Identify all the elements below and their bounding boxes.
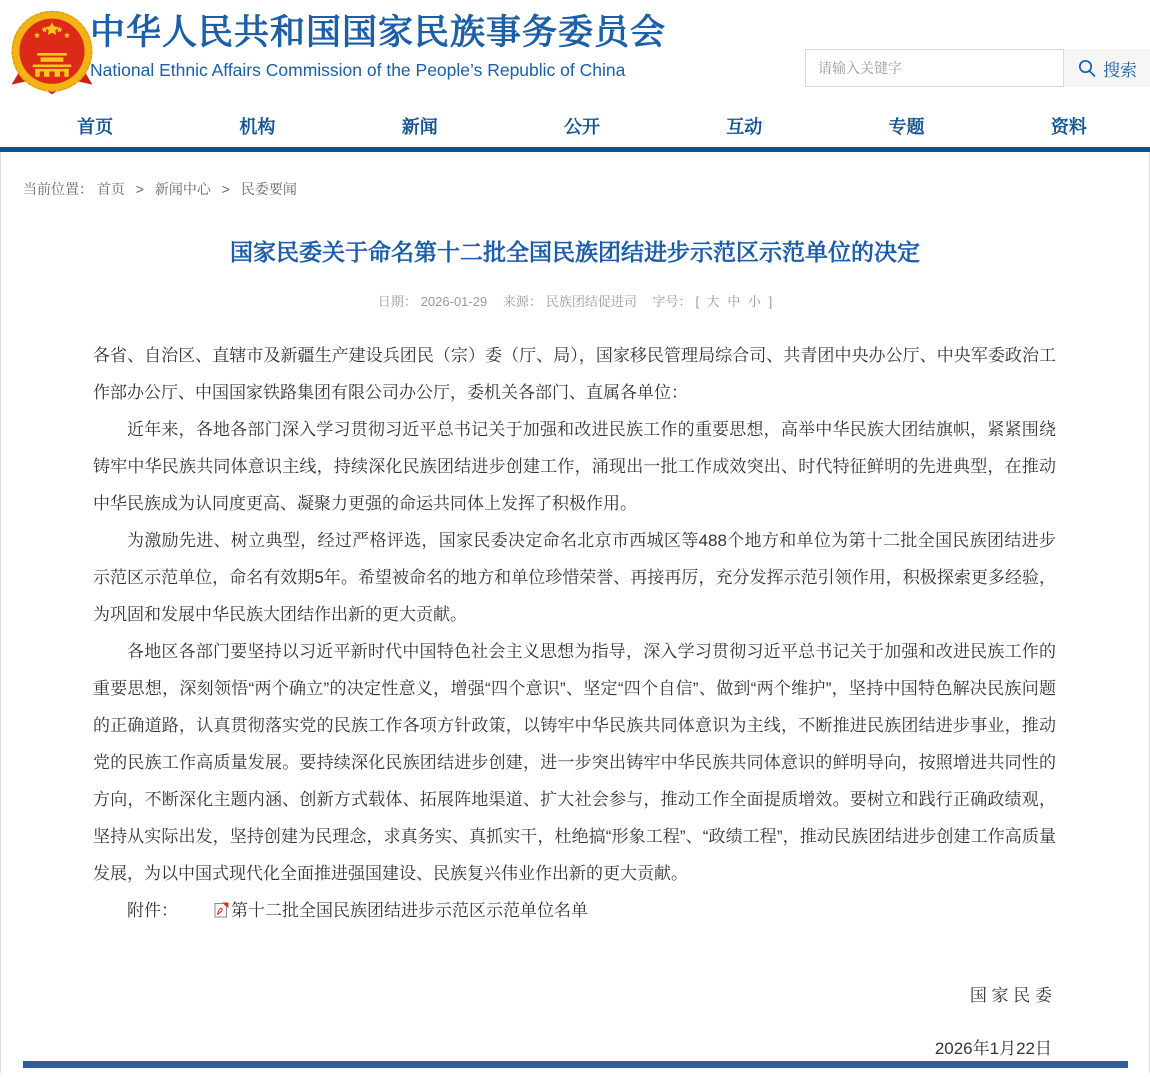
article-meta (1, 291, 1149, 310)
breadcrumb-label: 当前位置： (23, 181, 93, 197)
paragraph-addressees: 各省、自治区、直辖市及新疆生产建设兵团民（宗）委（厅、局），国家移民管理局综合司、共青团中央办公厅、中央军委政治工作部办公厅、中国国家铁路集团有限公司办公厅，委机关各部门、直属各单位： (93, 346, 1056, 402)
font-size-large-button[interactable]: 大 (706, 294, 720, 309)
paragraph-requirements: 各地区各部门要坚持以习近平新时代中国特色社会主义思想为指导，深入学习贯彻习近平总书记关于加强和改进民族工作的重要思想，深刻领悟“两个确立”的决定性意义，增强“四个意识”、坚定“四个自信”、做到“两个维护”，坚持中国特色解决民族问题的正确道路，认真贯彻落实党的民族工作各项方针政策，以铸牢中华民族共同体意识为主线，不断推进民族团结进步事业，推动党的民族工作高质量发展。要持续深化民族团结进步创建，进一步突出铸牢中华民族共同体意识的鲜明导向，按照增进共同性的方向，不断深化主题内涵、创新方式载体、拓展阵地渠道、扩大社会参与，推动工作全面提质增效。要树立和践行正确政绩观，坚持从实际出发，坚持创建为民理念，求真务实、真抓实干，杜绝搞“形象工程”、“政绩工程”，推动民族团结进步创建工作高质量发展，为以中国式现代化全面推进强国建设、民族复兴伟业作出新的更大贡献。 (93, 642, 1056, 883)
article-title: 国家民委关于命名第十二批全国民族团结进步示范区示范单位的决定 (230, 239, 920, 265)
signature-block (93, 984, 1056, 1061)
main-nav (0, 105, 1150, 152)
breadcrumb-separator: > (221, 181, 230, 197)
pdf-file-icon (180, 894, 229, 931)
meta-date-value: 2026-01-29 (420, 294, 488, 309)
search-bar (805, 49, 1150, 87)
search-input[interactable] (805, 49, 1064, 87)
article-body (93, 337, 1056, 1061)
meta-source-label: 来源： (502, 294, 542, 309)
signature-date: 2026年1月22日 (934, 1039, 1052, 1058)
search-button-label: 搜索 (1103, 60, 1137, 80)
national-emblem-logo[interactable] (8, 6, 96, 100)
meta-bracket-right: ] (768, 294, 773, 309)
site-title-en: National Ethnic Affairs Commission of the People’s Republic of China (90, 60, 626, 80)
paragraph-decision: 为激励先进、树立典型，经过严格评选，国家民委决定命名北京市西城区等488个地方和单位为第十二批全国民族团结进步示范区示范单位，命名有效期5年。希望被命名的地方和单位珍惜荣誉、再接再厉，充分发挥示范引领作用，积极探索更多经验，为巩固和发展中华民族大团结作出新的更大贡献。 (93, 531, 1056, 624)
attachment-line (93, 892, 1056, 931)
search-icon (1077, 58, 1097, 78)
breadcrumb-separator: > (135, 181, 144, 197)
paragraph-background: 近年来，各地各部门深入学习贯彻习近平总书记关于加强和改进民族工作的重要思想，高举中华民族大团结旗帜，紧紧围绕铸牢中华民族共同体意识主线，持续深化民族团结进步创建工作，涌现出一批工作成效突出、时代特征鲜明的先进典型，在推动中华民族成为认同度更高、凝聚力更强的命运共同体上发挥了积极作用。 (93, 420, 1056, 513)
search-button[interactable] (1064, 49, 1150, 87)
breadcrumb (1, 152, 1149, 199)
nav-item-disclosure[interactable]: 公开 (563, 117, 600, 137)
nav-item-home[interactable]: 首页 (77, 117, 114, 137)
footer-bar (23, 1061, 1128, 1068)
meta-fontsize-label: 字号： (652, 294, 692, 309)
attachment-label: 附件： (127, 901, 178, 920)
site-titles (90, 11, 666, 82)
font-size-small-button[interactable]: 小 (748, 294, 762, 309)
attachment-link[interactable]: 第十二批全国民族团结进步示范区示范单位名单 (231, 901, 588, 920)
site-header (0, 0, 1150, 105)
signature: 国 家 民 委 (969, 986, 1052, 1005)
nav-item-topics[interactable]: 专题 (888, 117, 925, 137)
meta-date-label: 日期： (377, 294, 417, 309)
meta-bracket-left: [ (695, 294, 700, 309)
meta-source-value: 民族团结促进司 (545, 294, 637, 309)
breadcrumb-link-news-center[interactable]: 新闻中心 (154, 181, 211, 197)
nav-item-interaction[interactable]: 互动 (726, 117, 763, 137)
breadcrumb-link-current[interactable]: 民委要闻 (240, 181, 297, 197)
nav-item-news[interactable]: 新闻 (401, 117, 438, 137)
breadcrumb-link-home[interactable]: 首页 (96, 181, 125, 197)
content-area (0, 152, 1150, 1073)
site-title-zh: 中华人民共和国国家民族事务委员会 (90, 13, 667, 52)
nav-item-org[interactable]: 机构 (239, 117, 276, 137)
font-size-medium-button[interactable]: 中 (727, 294, 741, 309)
nav-item-materials[interactable]: 资料 (1050, 117, 1087, 137)
